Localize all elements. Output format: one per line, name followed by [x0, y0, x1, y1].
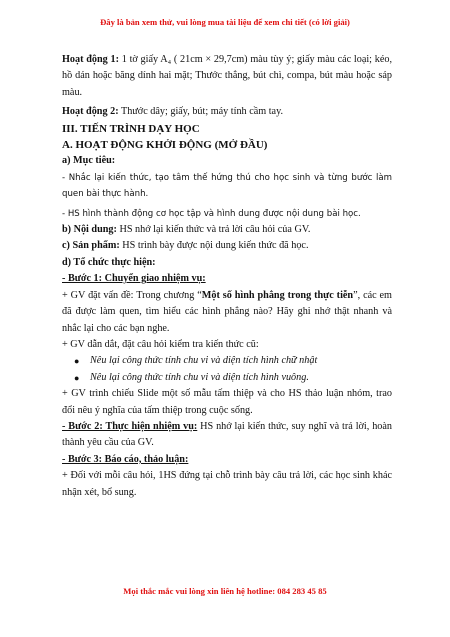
- activity-2-text: Thước dây; giấy, bút; máy tính cầm tay.: [118, 106, 284, 118]
- document-body: [62, 52, 392, 501]
- step-3-paragraph: + Đối với mỗi câu hỏi, 1HS đứng tại chỗ trình bày câu trả lời, các học sinh khác nhận xét, bổ sung.: [62, 470, 392, 498]
- step-1-heading: - Bước 1: Chuyển giao nhiệm vụ:: [62, 273, 206, 285]
- content-paragraph: [62, 222, 392, 238]
- step-3-heading: - Bước 3: Báo cáo, thảo luận:: [62, 453, 189, 465]
- activity-1-text: 1 tờ giấy A₄ ( 21cm × 29,7cm) màu tùy ý; giấy màu các loại; kéo, hồ dán hoặc băng dính hai mặt; Thước thẳng, bút chì, compa, bút màu hoặc sáp màu.: [62, 54, 392, 98]
- product-text: HS trình bày được nội dung kiến thức đã học.: [119, 240, 309, 252]
- activity-1-label: Hoạt động 1:: [62, 54, 119, 65]
- objective-line-2: - HS hình thành động cơ học tập và hình dung được nội dung bài học.: [62, 208, 361, 219]
- product-label: c) Sản phẩm:: [62, 240, 120, 252]
- step-2-paragraph: [62, 419, 392, 452]
- bullet-item: [62, 353, 392, 369]
- objective-heading: a) Mục tiêu:: [62, 155, 116, 167]
- step-2-text: HS nhớ lại kiến thức, suy nghĩ và trả lời, hoàn thành yêu cầu của GV.: [62, 420, 392, 449]
- activity-2-label: Hoạt động 2:: [62, 106, 119, 118]
- chapter-title: Một số hình phẳng trong thực tiễn: [201, 289, 354, 301]
- bullet-item: [62, 370, 392, 386]
- hotline-footer: Mọi thắc mắc vui lòng xin liên hệ hotline: 084 283 45 85: [123, 586, 327, 596]
- objective-line-1: - Nhắc lại kiến thức, tạo tâm thế hứng thú cho học sinh và từng bước làm quen bài thực hành.: [62, 172, 392, 200]
- section-heading-a: A. HOẠT ĐỘNG KHỞI ĐỘNG (MỞ ĐẦU): [62, 139, 268, 152]
- preview-banner: Đây là bản xem thử, vui lòng mua tài liệu để xem chi tiết (có lời giải): [100, 17, 350, 27]
- product-paragraph: [62, 238, 392, 254]
- step-1-paragraph-3: + GV trình chiếu Slide một số mẫu tấm thiệp và cho HS thảo luận nhóm, trao đổi nêu ý nghĩa của tấm thiệp trong cuộc sống.: [62, 388, 392, 416]
- activity-2-paragraph: [62, 104, 392, 120]
- activity-1-paragraph: [62, 52, 392, 101]
- section-heading-iii: III. TIẾN TRÌNH DẠY HỌC: [62, 122, 200, 135]
- bullet-text: Nêu lại công thức tính chu vi và diện tích hình chữ nhật: [90, 355, 318, 367]
- content-label: b) Nội dung:: [62, 224, 117, 236]
- step-2-label: - Bước 2: Thực hiện nhiệm vụ:: [62, 420, 198, 432]
- content-text: HS nhớ lại kiến thức và trả lời câu hỏi của GV.: [116, 224, 311, 236]
- step-1-paragraph-2: + GV dẫn dắt, đặt câu hỏi kiểm tra kiến thức cũ:: [62, 338, 259, 350]
- organization-heading: d) Tổ chức thực hiện:: [62, 256, 156, 268]
- bullet-icon: ●: [74, 372, 80, 383]
- step-1-paragraph-1: + GV đặt vấn đề: Trong chương “Một số hình phẳng trong thực tiễn”, các em đã được làm quen, tìm hiểu các hình phẳng nào? Hãy ghi nhớ thật nhanh và nhắc lại cho các bạn nghe.: [62, 289, 392, 334]
- bullet-text: Nêu lại công thức tính chu vi và diện tích hình vuông.: [90, 371, 309, 383]
- bullet-icon: ●: [74, 356, 80, 367]
